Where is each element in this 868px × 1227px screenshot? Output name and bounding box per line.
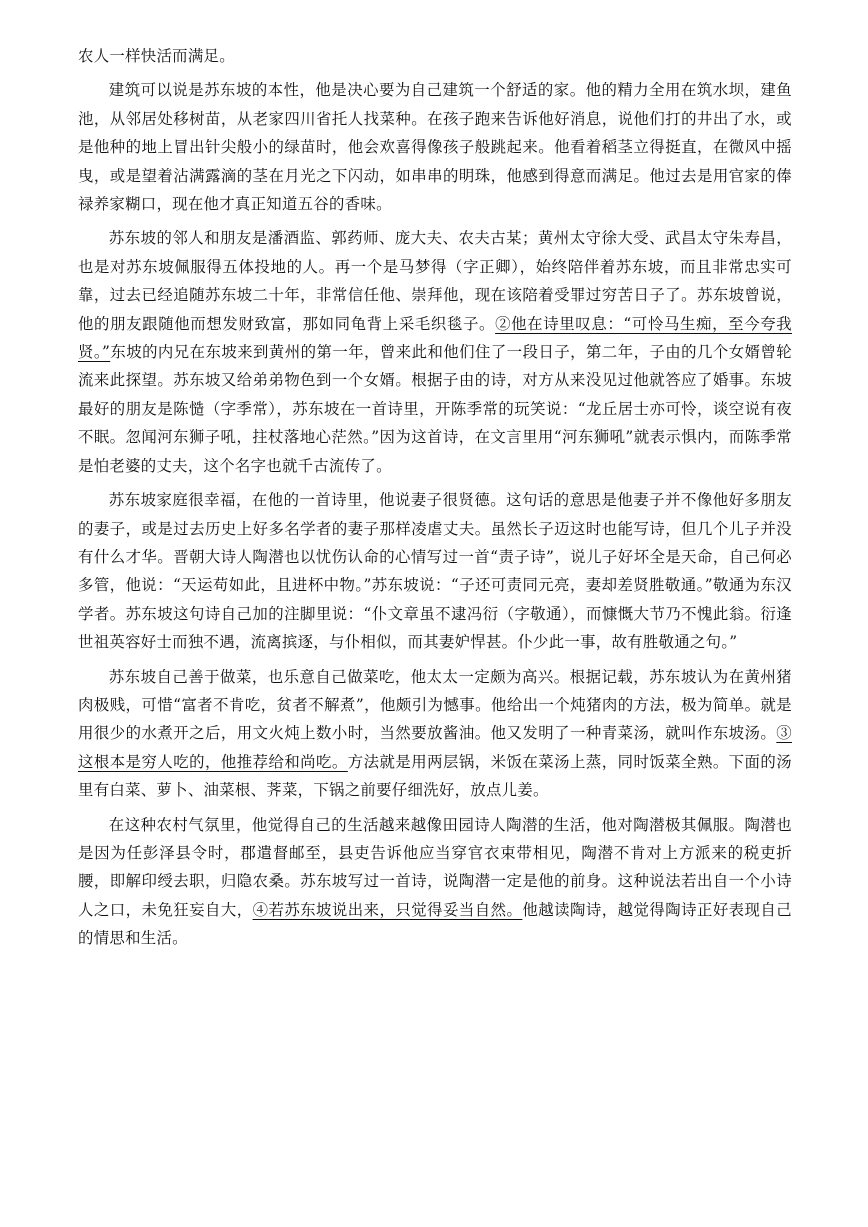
text-segment: 建筑可以说是苏东坡的本性，他是决心要为自己建筑一个舒适的家。他的精力全用在筑水坝，建鱼池，从邻居处移树苗，从老家四川省托人找菜种。在孩子跑来告诉他好消息，说他们打的井出了水，或是他种的地上冒出针尖般小的绿苗时，他会欢喜得像孩子般跳起来。他看着稻茎立得挺直，在微风中摇曳，或是望着沾满露滴的茎在月光之下闪动，如串串的明珠，他感到得意而满足。他过去是用官家的俸禄养家糊口，现在他才真正知道五谷的香味。 <box>78 81 792 214</box>
paragraph-6 <box>78 811 792 953</box>
underlined-sentence-3: ③这根本是穷人吃的，他推荐给和尚吃。 <box>78 724 792 771</box>
text-segment: 在这种农村气氛里，他觉得自己的生活越来越像田园诗人陶潜的生活，他对陶潜极其佩服。陶潜也是因为任彭泽县令时，郡遣督邮至，县吏告诉他应当穿官衣束带相见，陶潜不肯对上方派来的税吏折腰，即解印绶去职，归隐农桑。苏东坡写过一首诗，说陶潜一定是他的前身。这种说法若出自一个小诗人之口，未免狂妄自大， <box>78 815 792 919</box>
paragraph-3 <box>78 224 792 480</box>
text-segment: 农人一样快活而满足。 <box>78 47 235 65</box>
underlined-sentence-4: ④若苏东坡说出来，只觉得妥当自然。 <box>252 900 523 919</box>
text-segment: 东坡的内兄在东坡来到黄州的第一年，曾来此和他们住了一段日子，第二年，子由的几个女婿曾轮流来此探望。苏东坡又给弟弟物色到一个女婿。根据子由的诗，对方从来没见过他就答应了婚事。东坡最好的朋友是陈慥（字季常），苏东坡在一首诗里，开陈季常的玩笑说：“龙丘居士亦可怜，谈空说有夜不眠。忽闻河东狮子吼，拄杖落地心茫然。”因为这首诗，在文言里用“河东狮吼”就表示惧内，而陈季常是怕老婆的丈夫，这个名字也就千古流传了。 <box>78 343 792 475</box>
paragraph-5 <box>78 663 792 805</box>
paragraph-1 <box>78 42 792 70</box>
paragraph-2 <box>78 76 792 218</box>
text-segment: 苏东坡自己善于做菜，也乐意自己做菜吃，他太太一定颇为高兴。根据记载，苏东坡认为在黄州猪肉极贱，可惜“富者不肯吃，贫者不解煮”，他颇引为憾事。他给出一个炖猪肉的方法，极为简单。就是用很少的水煮开之后，用文火炖上数小时，当然要放酱油。他又发明了一种青菜汤，就叫作东坡汤。 <box>78 667 792 743</box>
text-segment: 苏东坡家庭很幸福，在他的一首诗里，他说妻子很贤德。这句话的意思是他妻子并不像他好多朋友的妻子，或是过去历史上好多名学者的妻子那样凌虐丈夫。虽然长子迈这时也能写诗，但几个儿子并没有什么才华。晋朝大诗人陶潜也以忧伤认命的心情写过一首“责子诗”，说儿子好坏全是天命，自己何必多管，他说：“天运苟如此，且进杯中物。”苏东坡说：“子还可责同元亮，妻却差贤胜敬通。”敬通为东汉学者。苏东坡这句诗自己加的注脚里说：“仆文章虽不逮冯衍（字敬通），而慷慨大节乃不愧此翁。衍逢世祖英容好士而独不遇，流离摈逐，与仆相似，而其妻妒悍甚。仆少此一事，故有胜敬通之句。” <box>78 491 792 652</box>
underlined-sentence-2: ②他在诗里叹息：“可怜马生痴，至今夸我贤。” <box>78 314 792 362</box>
text-segment: 方法就是用两层锅，米饭在菜汤上蒸，同时饭菜全熟。下面的汤里有白菜、萝卜、油菜根、荠菜，下锅之前要仔细洗好，放点儿姜。 <box>78 752 792 800</box>
paragraph-4 <box>78 486 792 656</box>
text-segment: 他越读陶诗，越觉得陶诗正好表现自己的情思和生活。 <box>78 900 792 948</box>
text-segment: 苏东坡的邻人和朋友是潘酒监、郭药师、庞大夫、农夫古某；黄州太守徐大受、武昌太守朱寿昌，也是对苏东坡佩服得五体投地的人。再一个是马梦得（字正卿），始终陪伴着苏东坡，而且非常忠实可靠，过去已经追随苏东坡二十年，非常信任他、崇拜他，现在该陪着受罪过穷苦日子了。苏东坡曾说，他的朋友跟随他而想发财致富，那如同龟背上采毛织毯子。 <box>78 229 792 333</box>
